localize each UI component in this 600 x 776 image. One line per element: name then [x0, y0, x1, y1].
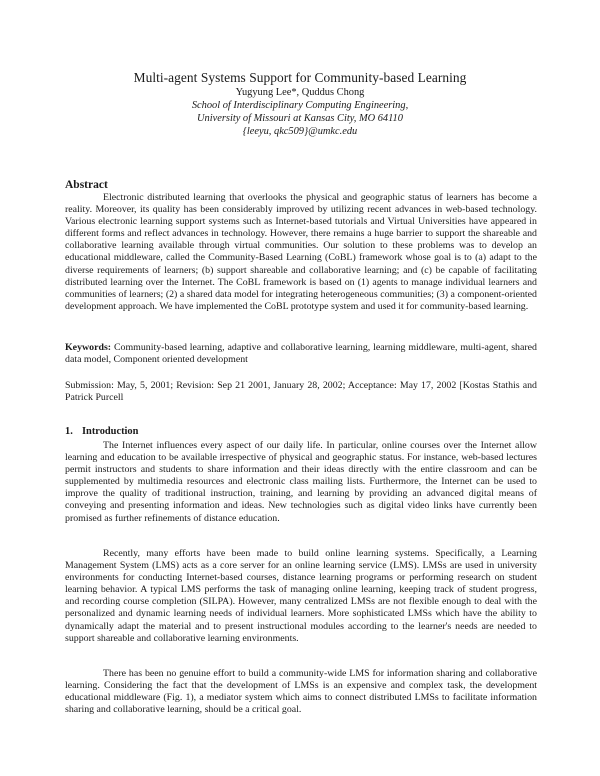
- abstract-heading: Abstract: [65, 179, 108, 191]
- intro-paragraph-1: The Internet influences every aspect of our daily life. In particular, online courses over the Internet allow learning and education to be available irrespective of physical and geographic status. For instance, web-based lectures permit instructors and students to share information and their ideas directly with the entire classroom and can be supplemented by multimedia resources and electronic class mailing lists. Furthermore, the Internet can be used to improve the quality of traditional instruction, training, and learning by providing an advanced digital means of conveying and presenting information and ideas. New technologies such as digital video links have currently been promised as further refinements of distance education.: [65, 440, 537, 524]
- section-heading-introduction: [65, 426, 138, 437]
- keywords-label: Keywords:: [65, 342, 112, 353]
- intro-paragraph-3: There has been no genuine effort to build a community-wide LMS for information sharing and collaborative learning. Considering the fact that the development of LMSs is an expensive and complex task, the development educational middleware (Fig. 1), a mediator system which aims to connect distributed LMSs to facilitate information sharing and collaborative learning, should be a critical goal.: [65, 668, 537, 716]
- paper-title: Multi-agent Systems Support for Community-based Learning: [133, 70, 467, 85]
- abstract-text: Electronic distributed learning that overlooks the physical and geographic status of learners has become a reality. Moreover, its quality has been considerably improved by utilizing recent advances in web-based technology. Various electronic learning support systems such as Internet-based tutorials and Virtual Universities have appeared in different forms and reflect advances in technology. However, there remains a huge barrier to support the shareable and collaborative learning available through virtual communities. Our solution to these problems was to develop an educational middleware, called the Community-Based Learning (CoBL) framework whose goal is to (a) adapt to the diverse requirements of learners; (b) support shareable and collaborative learning; and (c) be capable of facilitating distributed learning over the Internet. The CoBL framework is based on (1) agents to manage individual learners and communities of learners; (2) a shared data model for integrating heterogeneous communities; (3) a component-oriented development approach. We have implemented the CoBL prototype system and used it for community-based learning.: [65, 192, 537, 312]
- submission-info: Submission: May, 5, 2001; Revision: Sep 21 2001, January 28, 2002; Acceptance: May 17, 2002 [Kostas Stathis and Patrick Purcell: [65, 380, 537, 404]
- intro-paragraph-2: Recently, many efforts have been made to build online learning systems. Specifically, a Learning Management System (LMS) acts as a core server for an online learning service (LMS). LMSs are used in university environments for conducting Internet-based courses, distance learning programs or performing research on student learning behavior. A typical LMS performs the task of managing online learning, keeping track of student progress, and recording course completion (SILPA). However, many centralized LMSs are not flexible enough to deal with the personalized and dynamic learning needs of individual learners. More sophisticated LMSs which have the ability to dynamically adapt the material and to present instructional modules according to the learner's needs are needed to support shareable and collaborative learning environments.: [65, 548, 537, 644]
- keywords-text: Community-based learning, adaptive and collaborative learning, learning middleware, multi-agent, shared data model, Component oriented development: [65, 342, 537, 366]
- author-list: Yugyung Lee*, Quddus Chong: [235, 87, 365, 98]
- affiliation-university: University of Missouri at Kansas City, MO 64110: [197, 113, 403, 124]
- author-email: {leeyu, qkc509}@umkc.edu: [242, 126, 358, 137]
- keywords: [65, 342, 537, 366]
- section-title: Introduction: [82, 426, 139, 437]
- affiliation-school: School of Interdisciplinary Computing Engineering,: [191, 100, 409, 111]
- section-number: 1.: [65, 426, 73, 437]
